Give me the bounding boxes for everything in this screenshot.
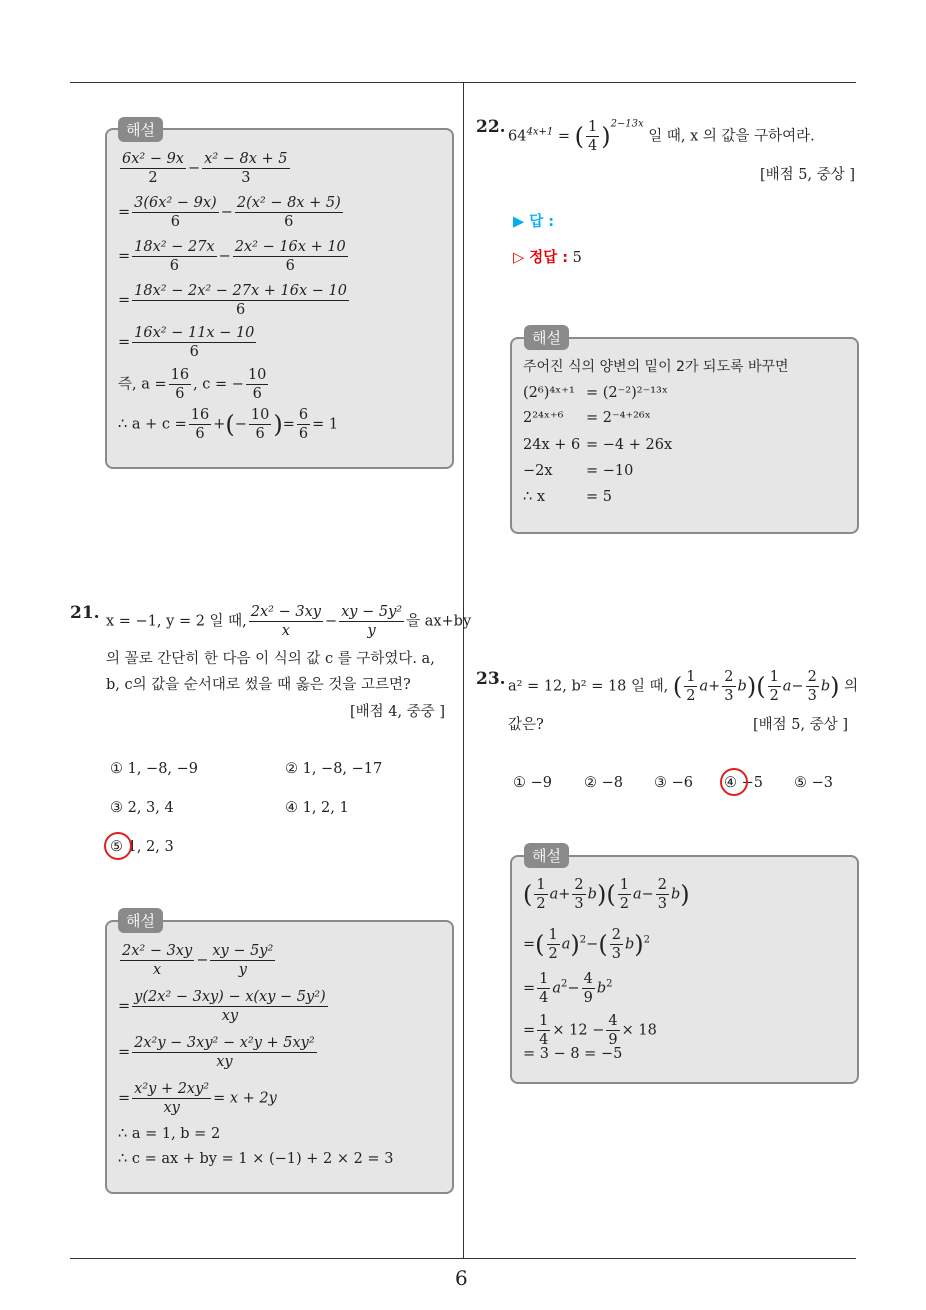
bottom-rule — [70, 1258, 856, 1259]
sol23-line3: = $\frac{1}{4}$ $a^2-$ $\frac{4}{9}$ $b^2$ — [523, 971, 613, 1007]
q21-answer-mark — [104, 832, 132, 860]
sol20-line3: = $\frac{\text{18x² − 27x}}{6}$ − $\frac{\text{2x² − 16x + 10}}{6}$ — [118, 239, 346, 275]
q21-choice-5[interactable]: ⑤ 1, 2, 3 — [110, 839, 174, 855]
sol21-line4: = $\frac{\text{x²y + 2xy²}}{xy}$ = x + 2y — [118, 1081, 277, 1117]
sol22-intro: 주어진 식의 양변의 밑이 2가 되도록 바꾸면 — [523, 359, 789, 375]
q23-line2: 값은? — [508, 717, 544, 733]
solution-tag: 해설 — [118, 908, 163, 933]
sol22-row4-right: = −10 — [586, 463, 634, 479]
sol20-line7: ∴ a + c = $\frac{16}{6}$ +(− $\frac{10}{6}$ )= $\frac{6}{6}$ = 1 — [118, 407, 339, 443]
solution-tag: 해설 — [118, 117, 163, 142]
sol22-row3-right: = −4 + 26x — [586, 437, 673, 453]
sol22-row5-right: = 5 — [586, 489, 612, 505]
sol23-line1: ( $\frac{1}{2}$ a+ $\frac{2}{3}$ b)( $\frac{1}{2}$ a− $\frac{2}{3}$ b) — [523, 877, 690, 913]
sol21-line6: ∴ c = ax + by = 1 × (−1) + 2 × 2 = 3 — [118, 1151, 394, 1167]
q22-correct-row: ▷ 정답 : 5 — [513, 250, 582, 266]
q22-number: 22. — [476, 117, 506, 137]
sol23-line4: = $\frac{1}{4}$ × 12 − $\frac{4}{9}$ × 18 — [523, 1013, 657, 1049]
q21-line2: 의 꼴로 간단히 한 다음 이 식의 값 c 를 구하였다. a, — [106, 651, 435, 667]
sol23-line2: =( $\frac{1}{2}$ a)$^2$−( $\frac{2}{3}$ b)$^2$ — [523, 927, 650, 963]
q21-points: [배점 4, 중중 ] — [350, 704, 446, 720]
q23-points: [배점 5, 중상 ] — [753, 717, 849, 733]
sol22-row5-left: ∴ x — [523, 489, 546, 505]
q21-choice-3[interactable]: ③ 2, 3, 4 — [110, 800, 174, 816]
q23-number: 23. — [476, 669, 506, 689]
sol22-row2-right: = 2⁻⁴⁺²⁶ˣ — [586, 410, 651, 426]
q21-choice-2[interactable]: ② 1, −8, −17 — [285, 761, 383, 777]
q23-choice-3[interactable]: ③ −6 — [654, 775, 693, 791]
sol21-line2: = $\frac{\text{y(2x² − 3xy) − x(xy − 5y²)}}{xy}$ — [118, 989, 326, 1025]
q23-choice-1[interactable]: ① −9 — [513, 775, 552, 791]
sol22-row4-left: −2x — [523, 463, 553, 479]
q23-answer-mark — [720, 768, 748, 796]
q21-line1: x = −1, y = 2 일 때, $\frac{\text{2x² − 3xy}}{x}$ − $\frac{\text{xy − 5y²}}{y}$ 을 ax+by — [106, 604, 472, 640]
sol20-line2: = $\frac{\text{3(6x² − 9x)}}{6}$ − $\frac{\text{2(x² − 8x + 5)}}{6}$ — [118, 195, 341, 231]
page-number: 6 — [455, 1266, 468, 1290]
sol20-line6: 즉, a = $\frac{16}{6}$ , c = − $\frac{10}{6}$ — [118, 367, 267, 403]
q21-choice-1[interactable]: ① 1, −8, −9 — [110, 761, 199, 777]
solution-tag: 해설 — [524, 843, 569, 868]
sol22-row3-left: 24x + 6 — [523, 437, 581, 453]
q22-answer-label: ▶ 답 : — [513, 214, 555, 230]
sol20-line1: $\frac{\text{6x² − 9x}}{2}$ − $\frac{\text{x² − 8x + 5}}{3}$ — [122, 151, 288, 187]
q23-choice-5[interactable]: ⑤ −3 — [794, 775, 833, 791]
sol20-line5: = $\frac{\text{16x² − 11x − 10}}{6}$ — [118, 325, 255, 361]
sol21-line1: $\frac{\text{2x² − 3xy}}{x}$ − $\frac{\text{xy − 5y²}}{y}$ — [122, 943, 274, 979]
q23-choice-2[interactable]: ② −8 — [584, 775, 623, 791]
sol21-line5: ∴ a = 1, b = 2 — [118, 1126, 221, 1142]
solution-tag: 해설 — [524, 325, 569, 350]
q21-number: 21. — [70, 603, 100, 623]
q21-choice-4[interactable]: ④ 1, 2, 1 — [285, 800, 349, 816]
sol23-line5: = 3 − 8 = −5 — [523, 1046, 623, 1062]
sol22-row1-left: (2⁶)⁴ˣ⁺¹ — [523, 385, 575, 401]
q22-points: [배점 5, 중상 ] — [760, 167, 856, 183]
sol21-line3: = $\frac{\text{2x²y − 3xy² − x²y + 5xy²}}{xy}$ — [118, 1035, 315, 1071]
sol22-row1-right: = (2⁻²)²⁻¹³ˣ — [586, 385, 669, 401]
q22-line1: $64^{4x+1}$ = ( $\frac{1}{4}$ )$^{2-13x}$ 일 때, x 의 값을 구하여라. — [508, 118, 815, 155]
sol22-row2-left: 2²⁴ˣ⁺⁶ — [523, 410, 564, 426]
q23-choice-4[interactable]: ④ −5 — [724, 775, 763, 791]
q21-line3: b, c의 값을 순서대로 썼을 때 옳은 것을 고르면? — [106, 677, 411, 693]
q23-line1: a² = 12, b² = 18 일 때, ( $\frac{1}{2}$ a+ $\frac{2}{3}$ b)( $\frac{1}{2}$ a− $\frac{2}{3}$ b) 의 — [508, 669, 859, 705]
sol20-line4: = $\frac{\text{18x² − 2x² − 27x + 16x − 10}}{6}$ — [118, 283, 347, 319]
column-divider — [463, 83, 464, 1259]
